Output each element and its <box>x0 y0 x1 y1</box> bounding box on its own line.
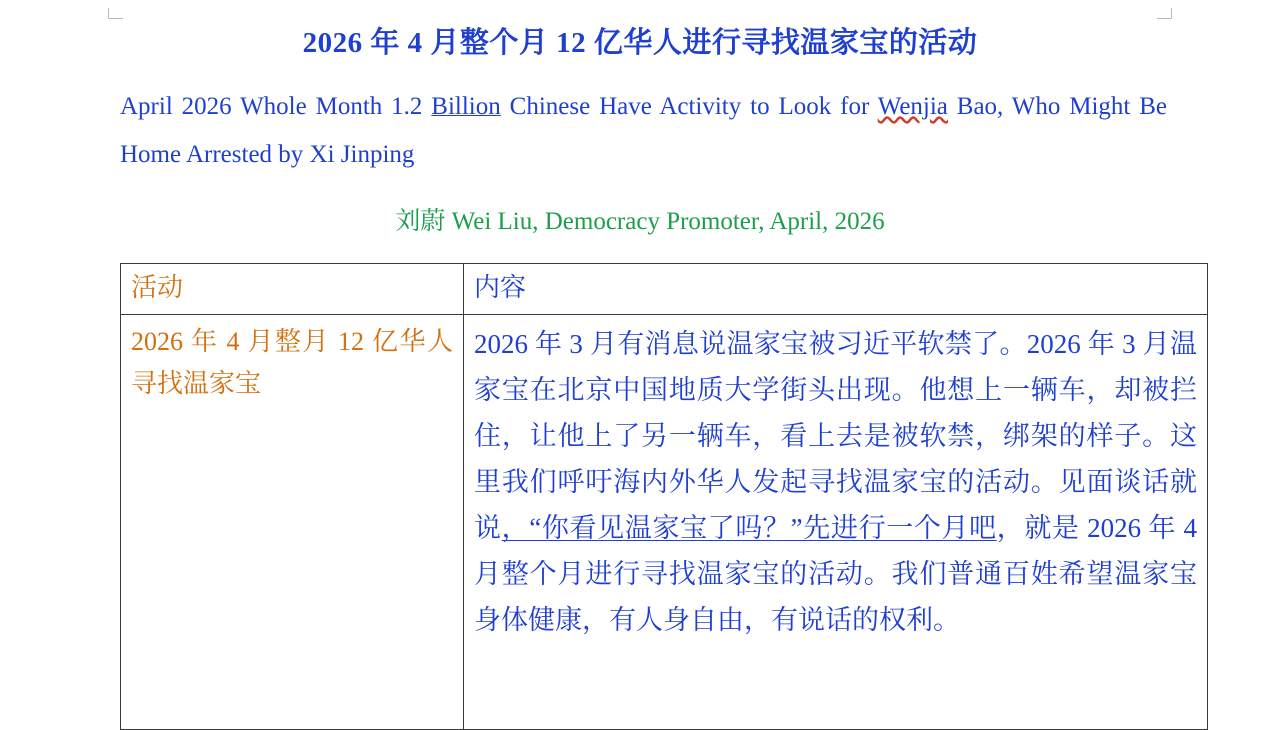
table-header-cell-content <box>464 264 1208 315</box>
document-title <box>0 20 1280 61</box>
table-header-activity-label: 活动 <box>131 273 184 302</box>
subtitle-text-part-3: Bao, Who Might Be Home Arrested by Xi Jinping <box>120 93 1167 168</box>
subtitle-text-part-1: April 2026 Whole Month 1.2 <box>120 93 432 120</box>
table-header-content-label: 内容 <box>474 273 527 302</box>
activity-description: 2026 年 4 月整月 12 亿华人寻找温家宝 <box>131 327 453 398</box>
table-cell-activity <box>121 315 464 730</box>
document-title-text: 2026 年 4 月整个月 12 亿华人进行寻找温家宝的活动 <box>302 27 978 59</box>
content-text-part-1: 2026 年 3 月有消息说温家宝被习近平软禁了。2026 年 3 月温家宝在北京中国地质大学街头出现。他想上一辆车，却被拦住，让他上了另一辆车，看上去是被软禁，绑架的样子。这里我们呼吁海内外华人发起寻找温家宝的活动。见面谈话就说 <box>474 329 1197 543</box>
table-row <box>121 315 1208 730</box>
subtitle-underlined-billion: Billion <box>431 93 501 120</box>
content-underlined-phrase: ，“你看见温家宝了吗？”先进行一个月吧 <box>501 513 997 543</box>
subtitle-text-part-2: Chinese Have Activity to Look for <box>500 93 878 120</box>
document-subtitle <box>120 83 1167 179</box>
activity-table <box>120 263 1208 730</box>
content-text-part-2: ，就是 2026 年 4 月整个月进行寻找温家宝的活动。我们普通百姓希望温家宝身体健康，有人身自由，有说话的权利。 <box>474 513 1198 635</box>
table-cell-content <box>464 315 1208 730</box>
document-byline: 刘蔚 Wei Liu, Democracy Promoter, April, 2026 <box>395 208 885 235</box>
content-description <box>474 321 1197 643</box>
subtitle-spellcheck-wenjia: Wenjia <box>877 93 948 120</box>
table-header-cell-activity <box>121 264 464 315</box>
table-header-row <box>121 264 1208 315</box>
